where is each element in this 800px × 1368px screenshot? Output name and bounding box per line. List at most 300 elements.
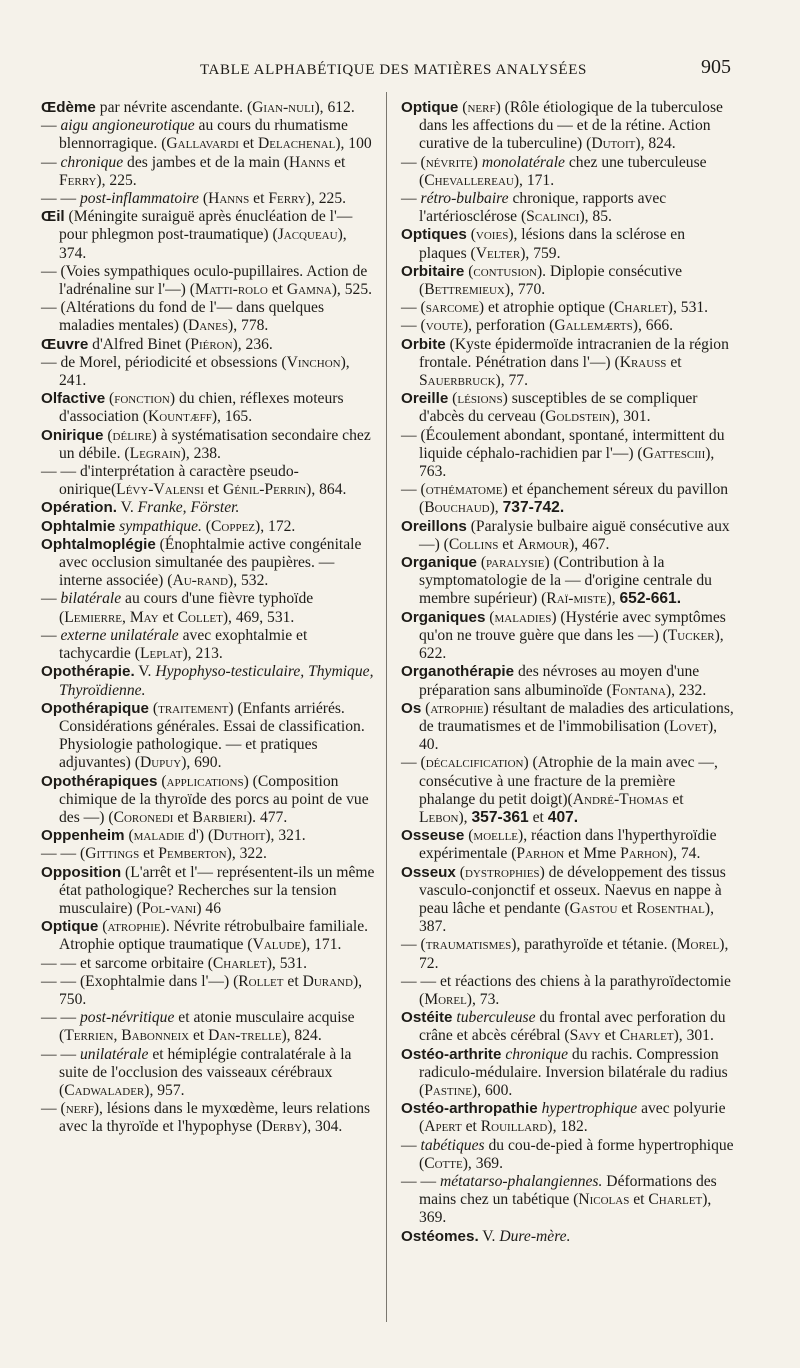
entry-text: et [461,1118,481,1136]
author-name: Bouchaud [424,499,490,517]
right-column [401,99,735,1246]
author-name: Lemierre [64,608,123,626]
author-name: Gian-nuli [252,99,315,116]
author-name: Durand [302,972,353,990]
author-name: Duthoit [213,827,266,845]
entry-text: (Méningite suraiguë après énucléation de l'— pour phlegmon post-traumatique) ( [59,208,353,244]
entry-text: au cours d'une fièvre typhoïde ( [59,590,314,626]
index-entry [401,700,735,755]
entry-text: et Mme [564,845,621,863]
entry-text: (Kyste épidermoïde intracranien de la région frontale. Pénétration dans l'—) ( [419,335,729,371]
index-entry [401,609,735,664]
entry-text: ( [458,99,468,116]
entry-text: ), 73. [466,990,500,1008]
index-entry [41,864,377,919]
entry-text: — — ( [41,845,86,863]
entry-headword: Ophtalmoplégie [41,535,156,553]
author-name: Matti-rolo [194,281,268,299]
entry-text: ( [157,772,167,790]
entry-text: — de Morel, périodicité et obsessions ( [41,353,287,371]
entry-text: et [267,281,287,299]
entry-text: ), 100 [335,135,372,153]
author-name: Barbieri [192,808,247,826]
entry-text: ), 171. [513,171,555,189]
entry-text: — — [41,190,80,208]
entry-text: ), 171. [301,936,342,954]
author-name: voies [475,226,509,244]
entry-text: ) du chien, réflexes moteurs d'association ( [59,390,344,426]
author-name: André-Thomas [572,790,669,808]
entry-text: ), lésions dans la sclérose en plaques ( [419,226,685,262]
entry-text: ), perforation ( [462,317,555,335]
index-entry [41,190,377,208]
entry-headword: Ophtalmie [41,517,116,535]
author-name: Gittings [85,845,140,863]
author-name: délire [112,426,152,444]
entry-text: — ( [401,481,426,499]
entry-text: — ( [401,936,426,954]
entry-headword: Oreillons [401,517,467,535]
index-entry [41,390,377,426]
author-name: Morel [676,936,720,954]
author-name: moelle [473,827,519,845]
entry-italic: chronique [60,153,124,171]
index-entry [401,864,735,937]
entry-text: ) 46 [196,899,221,917]
entry-text: et [139,845,159,863]
entry-text: des jambes et de la main ( [123,153,289,171]
author-name: maladies [494,608,552,626]
author-name: contusion [473,262,537,280]
entry-text: — — d'interprétation à caractère pseudo-onirique( [41,463,299,499]
entry-text: — — (Exophtalmie dans l'—) ( [41,972,239,990]
entry-italic: sympathique. [119,517,202,535]
index-entry [401,390,735,426]
author-name: Savy [569,1027,601,1045]
entry-text: ), 238. [180,444,221,462]
entry-text: ), [458,808,472,826]
entry-text: ) (Atrophie de la main avec —, consécutive à une fracture de la première phalange du petit doigt)( [419,754,718,808]
entry-text: V. [478,1227,500,1245]
entry-italic: métatarso-phalangiennes. [439,1172,603,1190]
entry-text: ) à systématisation secondaire chez un débile. ( [59,426,371,462]
author-name: traitement [158,699,229,717]
entry-text: ), 85. [579,208,612,226]
author-name: maladie [133,827,185,845]
entry-text: et [629,1191,649,1209]
index-entry [401,1046,735,1101]
entry-text: ), 469, 531. [222,608,295,626]
author-name: Gamna [286,281,332,299]
entry-text: ), 213. [182,645,223,663]
page-reference: 737-742. [502,499,565,517]
entry-headword: Optiques [401,226,467,244]
entry-italic: Franke, Förster. [137,499,240,517]
entry-text: et [666,353,682,371]
author-name: Nicolas [578,1191,630,1209]
index-entry [41,518,377,536]
author-name: Apert [424,1118,462,1136]
author-name: Chevallereau [424,171,514,189]
entry-headword: Ostéite [401,1009,453,1027]
entry-text: ) et atrophie optique ( [478,299,614,317]
index-entry [401,336,735,391]
entry-text: ), 759. [520,244,561,262]
author-name: Jacqueau [277,226,338,244]
left-column [41,99,377,1137]
author-name: Charlet [212,954,267,972]
entry-text: ), 72. [419,936,729,972]
index-entry [401,973,735,1009]
author-name: névrite [425,153,473,171]
author-name: sarcome [425,299,479,317]
index-entry [41,590,377,626]
author-name: Gallavardi [166,135,239,153]
entry-italic: monolatérale [481,153,565,171]
author-name: Lebon [419,808,459,826]
entry-text: — [41,117,61,135]
author-name: othématome [425,481,503,499]
entry-text: et atonie musculaire acquise ( [59,1009,355,1045]
author-name: Cotte [424,1154,463,1172]
entry-text: du frontal avec perforation du crâne et abcès cérébral ( [419,1009,726,1045]
entry-text: ), lésions dans le myxœdème, leurs relations avec la thyroïde et l'hypophyse ( [59,1100,371,1136]
entry-headword: Oreille [401,390,449,408]
page-reference: 357-361 [471,808,529,826]
author-name: Delachenal [258,135,336,153]
entry-headword: Osseux [401,863,456,881]
author-name: Ferry [59,171,97,189]
entry-text: ( [103,426,113,444]
author-name: Collins [448,535,499,553]
entry-text: ), 321. [265,827,306,845]
author-name: paralysie [486,554,545,572]
entry-italic: chronique [505,1045,568,1063]
entry-text: chez une tuberculeuse ( [419,153,707,189]
entry-text: ) de développement des tissus vasculo-conjonctif et osseux. Naevus en nappe à peau lâche et pendante ( [419,863,726,917]
index-entry [41,663,377,699]
entry-text: (Énophtalmie active congénitale avec occlusion simultanée des paupières. — interne associée) ( [59,535,362,590]
author-name: Valude [252,936,302,954]
entry-text: ( [198,190,209,208]
entry-text: — ( [401,299,426,317]
author-name: Cadwalader [64,1081,145,1099]
author-name: nerf [467,99,496,116]
author-name: lésions [457,390,503,408]
entry-text: , [113,1027,122,1045]
entry-text: des névroses au moyen d'une préparation sans albuminoïde ( [419,663,700,699]
entry-text: — — [401,1172,440,1190]
entry-text: et [600,1027,620,1045]
entry-text: ), 666. [632,317,674,335]
entry-text: ), 165. [211,408,253,426]
entry-text: ), 770. [504,281,546,299]
author-name: Bettremieux [424,281,505,299]
entry-text: d'Alfred Binet ( [88,335,191,353]
author-name: Legrain [129,444,181,462]
index-entry [41,973,377,1009]
entry-italic: hypertrophique [541,1100,638,1118]
author-name: Au-rand [172,572,229,590]
author-name: Parhon [620,845,668,863]
author-name: Terrien [64,1027,114,1045]
entry-headword: Oppenheim [41,827,125,845]
author-name: May [129,608,159,626]
entry-text: chronique, rapports avec l'artériosclérose ( [419,190,667,226]
entry-headword: Œil [41,208,65,226]
entry-headword: Optique [401,99,459,116]
entry-text: ), 622. [419,626,724,663]
entry-text: et [330,153,346,171]
index-entry [401,154,735,190]
index-entry [41,773,377,828]
entry-headword: Ostéo-arthropathie [401,1100,538,1118]
entry-text: d') ( [184,827,214,845]
index-entry [401,754,735,827]
entry-text: et [617,899,637,917]
entry-text: ), 225. [96,171,137,189]
entry-text: — (Voies sympathiques oculo-pupillaires. Action de l'adrénaline sur l'—) ( [41,262,368,299]
entry-headword: Olfactive [41,390,106,408]
entry-text: ), 525. [331,281,373,299]
author-name: Scalinci [526,208,580,226]
index-entry [401,1100,735,1136]
index-entry [41,263,377,299]
author-name: Rollet [238,972,284,990]
entry-headword: Ostéomes. [401,1227,479,1245]
entry-text: ) (Composition chimique de la thyroïde des porcs au point de vue des —) ( [59,772,369,826]
entry-text: ), [489,499,503,517]
entry-text: et [668,790,684,808]
author-name: Charlet [619,1027,674,1045]
page-number: 905 [701,56,731,78]
index-entry [41,918,377,954]
entry-text: (L'arrêt et l'— représentent-ils un même état pathologique? Recherches sur la tension musculaire) ( [59,863,375,917]
author-name: Hanns [208,190,250,208]
author-name: Derby [261,1118,303,1136]
author-name: Lovet [669,717,708,735]
index-entry [401,518,735,554]
index-entry [41,845,377,863]
entry-text: — ( [401,754,426,772]
entry-text: et [189,1027,209,1045]
entry-text: et [173,808,193,826]
entry-text: ), [606,590,620,608]
entry-text: ), 864. [306,481,347,499]
entry-headword: Organique [401,554,477,572]
entry-text: ), 374. [59,226,347,262]
entry-text: , [122,608,130,626]
entry-text: — (Écoulement abondant, spontané, intermittent du liquide céphalo-rachidien par l'—) ( [401,426,725,462]
index-entry [41,117,377,153]
entry-text: — [41,590,61,608]
author-name: Raï-miste [546,590,607,608]
entry-text: ). 477. [246,808,288,826]
index-entry [41,354,377,390]
entry-text: et hémiplégie contralatérale à la suite de l'occlusion des vaisseaux cérébraux ( [59,1045,352,1099]
author-name: Leplat [139,645,183,663]
entry-italic: tuberculeuse [456,1009,536,1027]
entry-text: (Paralysie bulbaire aiguë consécutive aux —) ( [419,517,730,553]
entry-headword: Orbitaire [401,262,465,280]
index-entry [41,154,377,190]
author-name: Gallemærts [554,317,633,335]
index-entry [401,1228,735,1246]
entry-text: du rachis. Compression radiculo-médulaire. Inversion bilatérale du radius ( [419,1045,728,1099]
index-entry [41,1046,377,1101]
entry-text: ), 172. [255,517,296,535]
entry-text: ), 690. [181,754,222,772]
author-name: atrophie [430,699,484,717]
index-entry [401,481,735,517]
entry-text: ( [455,863,465,881]
entry-headword: Œuvre [41,335,89,353]
entry-text: Déformations des mains chez un tabétique ( [419,1172,717,1209]
entry-text: — — [41,1045,80,1063]
author-name: voute [425,317,463,335]
entry-text: ). Diplopie consécutive ( [419,262,683,299]
entry-text: ), 40. [419,717,718,754]
entry-text: — ( [401,153,426,171]
running-title: TABLE ALPHABÉTIQUE DES MATIÈRES ANALYSÉES [200,62,587,78]
entry-text: — (Altérations du fond de l'— dans quelques maladies mentales) ( [41,299,325,335]
entry-text: — [401,190,421,208]
author-name: Génil-Perrin [222,481,307,499]
entry-text: — — et réactions des chiens à la parathyroïdectomie ( [401,972,731,1008]
entry-headword: Opothérapiques [41,772,158,790]
entry-text: ), 369. [462,1154,503,1172]
author-name: Coronedi [113,808,174,826]
index-entry [401,827,735,863]
entry-text: ( [466,226,476,244]
entry-text: ( [476,554,487,572]
entry-italic: tabétiques [420,1136,485,1154]
entry-text: ) (Enfants arriérés. Considérations générales. Essai de classification. Physiologie pathologique. — et pratiques adjuvantes) ( [59,699,365,772]
entry-text: — [401,1136,421,1154]
entry-italic: Hypophyso-testiculaire, Thymique, Thyroïdienne. [59,663,374,699]
entry-text: ), 322. [226,845,267,863]
entry-text: et [158,608,178,626]
entry-text: ), 467. [569,535,610,553]
author-name: Kountæff [148,408,212,426]
index-entry [401,1009,735,1045]
entry-text: ) susceptibles de se compliquer d'abcès du cerveau ( [419,390,698,426]
author-name: Dutoit [591,135,636,153]
entry-text: — ( [41,1100,66,1118]
entry-text: ) (Contribution à la symptomatologie de la — d'origine centrale du membre supérieur) ( [419,554,712,608]
entry-italic: post-inflammatoire [79,190,199,208]
index-entry [401,263,735,299]
entry-text: ), 387. [419,899,714,936]
author-name: nerf [65,1100,94,1118]
entry-text: au cours du rhumatisme blennorragique. ( [59,117,348,153]
entry-text: ( [124,827,134,845]
index-entry [41,499,377,517]
index-entry [41,299,377,335]
entry-italic: post-névritique [79,1009,175,1027]
entry-italic: aigu angioneurotique [60,117,195,135]
index-entry [401,1173,735,1228]
entry-text: ) (Rôle étiologique de la tuberculose dans les affections du — et de la rétine. Action curative de la tuberculine) ( [419,99,723,153]
author-name: Pemberton [158,845,227,863]
author-name: traumatismes [425,936,512,954]
author-name: Piéron [190,335,233,353]
author-name: fonction [114,390,170,408]
entry-text: ), 763. [419,444,715,481]
entry-text: ) [472,153,482,171]
author-name: Velter [475,244,521,262]
index-entry [401,226,735,262]
entry-text: ), 241. [59,353,350,390]
entry-text: ( [464,827,474,845]
author-name: Vinchon [286,353,341,371]
entry-text: ), 750. [59,972,363,1008]
entry-text: ), 304. [302,1118,343,1136]
index-entry [401,1137,735,1173]
entry-text: ), 824. [635,135,676,153]
author-name: Rouillard [480,1118,548,1136]
entry-headword: Osseuse [401,827,465,845]
entry-headword: Os [401,699,422,717]
author-name: Rosenthal [636,899,705,917]
entry-text: avec polyurie ( [419,1100,726,1136]
entry-headword: Opothérapie. [41,663,135,681]
entry-text: ), 369. [419,1191,712,1227]
entry-text: ), 778. [228,317,269,335]
author-name: Charlet [648,1191,703,1209]
author-name: Hanns [289,153,331,171]
author-name: Pol-vani [141,899,197,917]
entry-text: ), 531. [667,299,709,317]
entry-text: ), 301. [673,1027,714,1045]
entry-text: ), 301. [610,408,651,426]
entry-text: et [498,535,518,553]
index-entry [401,317,735,335]
entry-text: ), 957. [144,1081,185,1099]
entry-text: ( [201,517,211,535]
entry-text: V. [116,499,138,517]
entry-italic: bilatérale [60,590,122,608]
author-name: Pastine [424,1081,472,1099]
entry-text: et [238,135,259,153]
author-name: Dan-trelle [208,1027,282,1045]
entry-text: ). Névrite rétrobulbaire familiale. Atrophie optique traumatique ( [59,918,369,954]
entry-text: ( [98,918,108,936]
entry-italic: Dure-mère. [499,1227,571,1245]
author-name: Armour [517,535,570,553]
entry-headword: Onirique [41,426,104,444]
author-name: Morel [424,990,467,1008]
index-entry [401,427,735,482]
entry-text: ( [485,608,495,626]
author-name: Danes [188,317,229,335]
entry-text: ( [105,390,115,408]
column-divider [386,92,387,1322]
author-name: Lévy-Valensi [116,481,204,499]
author-name: applications [166,772,244,790]
author-name: Babonneix [121,1027,190,1045]
entry-headword: Organothérapie [401,663,515,681]
entry-text: ) résultant de maladies des articulations, de traumatismes et de l'immobilisation ( [419,699,734,735]
entry-headword: Opothérapique [41,699,150,717]
entry-text: avec exophtalmie et tachycardie ( [59,626,308,663]
entry-headword: Œdème [41,99,96,116]
index-entry [41,336,377,354]
author-name: Gastou [569,899,618,917]
index-entry [41,1009,377,1045]
entry-text: et [283,972,303,990]
author-name: Dupuy [139,754,182,772]
